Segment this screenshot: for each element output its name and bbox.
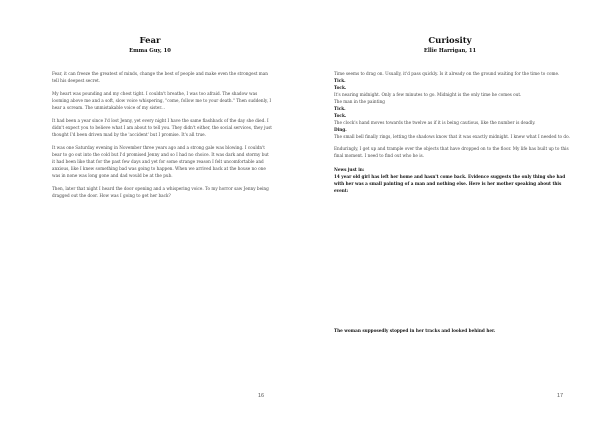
story-author-left: Emma Guy, 10 [129,48,171,54]
left-story-body [52,70,272,205]
right-midnight: It's nearing midnight. Only a few minutes to go. Midnight is the only time he comes out. [334,92,522,97]
tick-2: Tick. [334,106,346,111]
left-paragraph-5: Then, later that night I heard the door opening and a whispering voice. To my horror saw Jenny being dragged out the door. How was I going to get her back? [52,186,269,198]
story-author-right: Ellie Harrigan, 11 [423,48,477,54]
news-body: 14 year old girl has left her home and hasn't come back. Evidence suggests the only thing she had with her was a small painting of a man and nothing else. Here is her mother speaking about this event: [334,174,566,193]
right-endurance: Enduringly, I get up and trample over the objects that have dropped on to the floor. My life has built up to this final moment. I need to find out who he is. [334,146,569,158]
right-footer-line: The woman supposedly stopped in her tracks and looked behind her. [334,328,496,333]
tock-2: Tock. [334,113,347,118]
ding: Ding. [334,127,347,132]
right-bell: The small bell finally rings, letting the shadows know that it was exactly midnight. I knew what I needed to do. [334,134,570,139]
right-story-body [334,70,574,194]
left-paragraph-3: It had been a year since I'd lost Jenny, yet every night I have the same flashback of the day she died. I didn't expect you to believe what I am about to tell you. They didn't either, the social services, they just thought I'd been driven mad by the 'accident' but I promise. It's all true. [52,118,272,137]
right-intro: Time seems to drag on. Usually, it'd pass quickly. Is it already on the ground waiting for the time to come. [334,71,560,76]
right-painting: The man in the painting [334,99,385,104]
page-number-left: 16 [258,393,265,399]
right-hand: The clock's hand moves towards the twelve as if it is being cautious, like the number is deadly. [334,120,536,125]
right-page [300,0,600,424]
left-paragraph-4: It was one Saturday evening in November three years ago and a strong gale was blowing. I couldn't bear to go out into the cold but I'd promised Jenny and so I had no choice. It was dark and stormy but it had been like that for the past few days and yet for some strange reason I felt uncomfortable and anxious, like I knew something bad was going to happen. When we arrived back at the house no one was in none was long gone and dad would be at the pub. [52,145,269,178]
tick-1: Tick. [334,78,346,83]
left-paragraph-1: Fear, it can freeze the greatest of minds, change the best of people and make even the strongest man tell his deepest secret. [52,71,268,83]
news-heading: News just in: [334,167,365,172]
page-number-right: 17 [557,393,564,399]
left-paragraph-2: My heart was pounding and my chest tight. I couldn't breathe, I was too afraid. The shadow was looming above me and a soft, slow voice whispering, "come, follow me to your death." Then suddenly, I hear a scream. The unmistakable voice of my sister... [52,91,272,110]
story-title-curiosity: Curiosity [428,36,472,46]
story-title-fear: Fear [139,36,161,46]
tock-1: Tock. [334,85,347,90]
